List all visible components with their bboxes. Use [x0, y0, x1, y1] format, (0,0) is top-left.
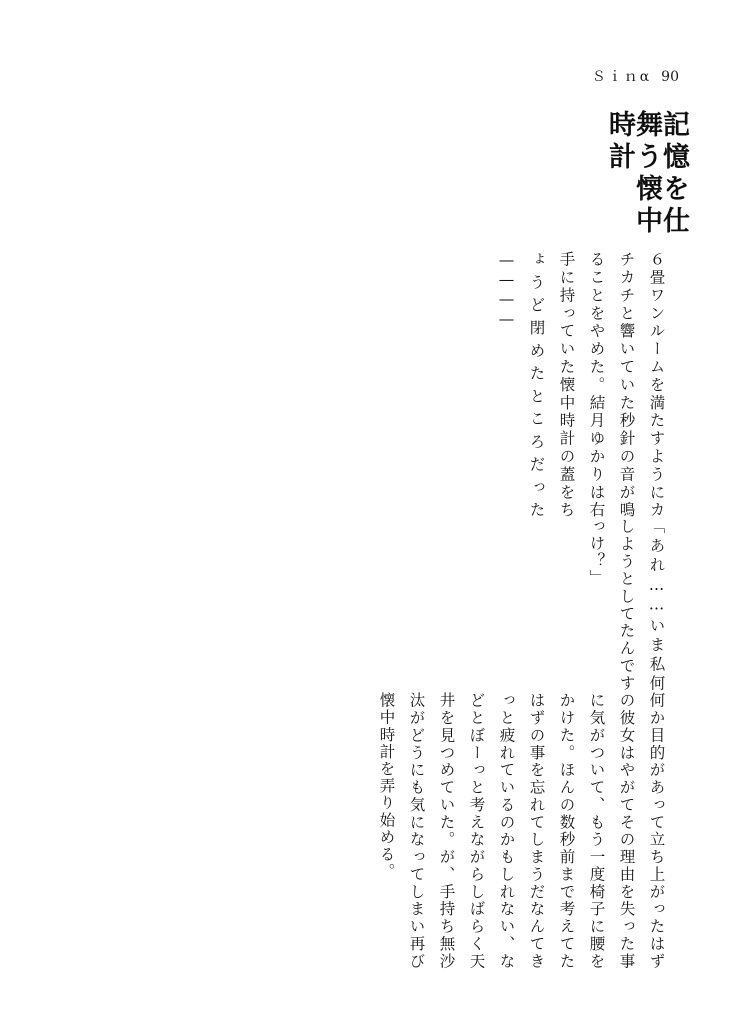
- vertical-text-body: [67, 110, 687, 970]
- body-paragraph-3: 何か目的があって立ち上がったはずの彼女はやがてその理由を失った事に気がついて、もう一度椅子に腰をかけた。ほんの数秒前まで考えてたはずの事を忘れてしまうだなんてきっと疲れているのかもしれない、などとぼーっと考えながらしばらく天井を見つめていた。が、手持ち無沙汰がどうにも気になってしまい再び懐中時計を弄り始める。: [377, 692, 666, 970]
- running-header: [592, 66, 679, 86]
- body-paragraph-1: ６畳ワンルームを満たすようにカチカチと響いていた秒針の音が鳴ることをやめた。結月ゆかりは右手に持っていた懐中時計の蓋をちょうど閉めたところだった————: [497, 250, 666, 519]
- chapter-title: 記憶を仕舞う懐中時計: [604, 110, 689, 238]
- series-title: Ｓｉｎα: [591, 69, 652, 85]
- page-number: 90: [661, 69, 679, 85]
- body-paragraph-2: 「あれ……いま私何しようとしてたんですっけ？」: [587, 518, 666, 693]
